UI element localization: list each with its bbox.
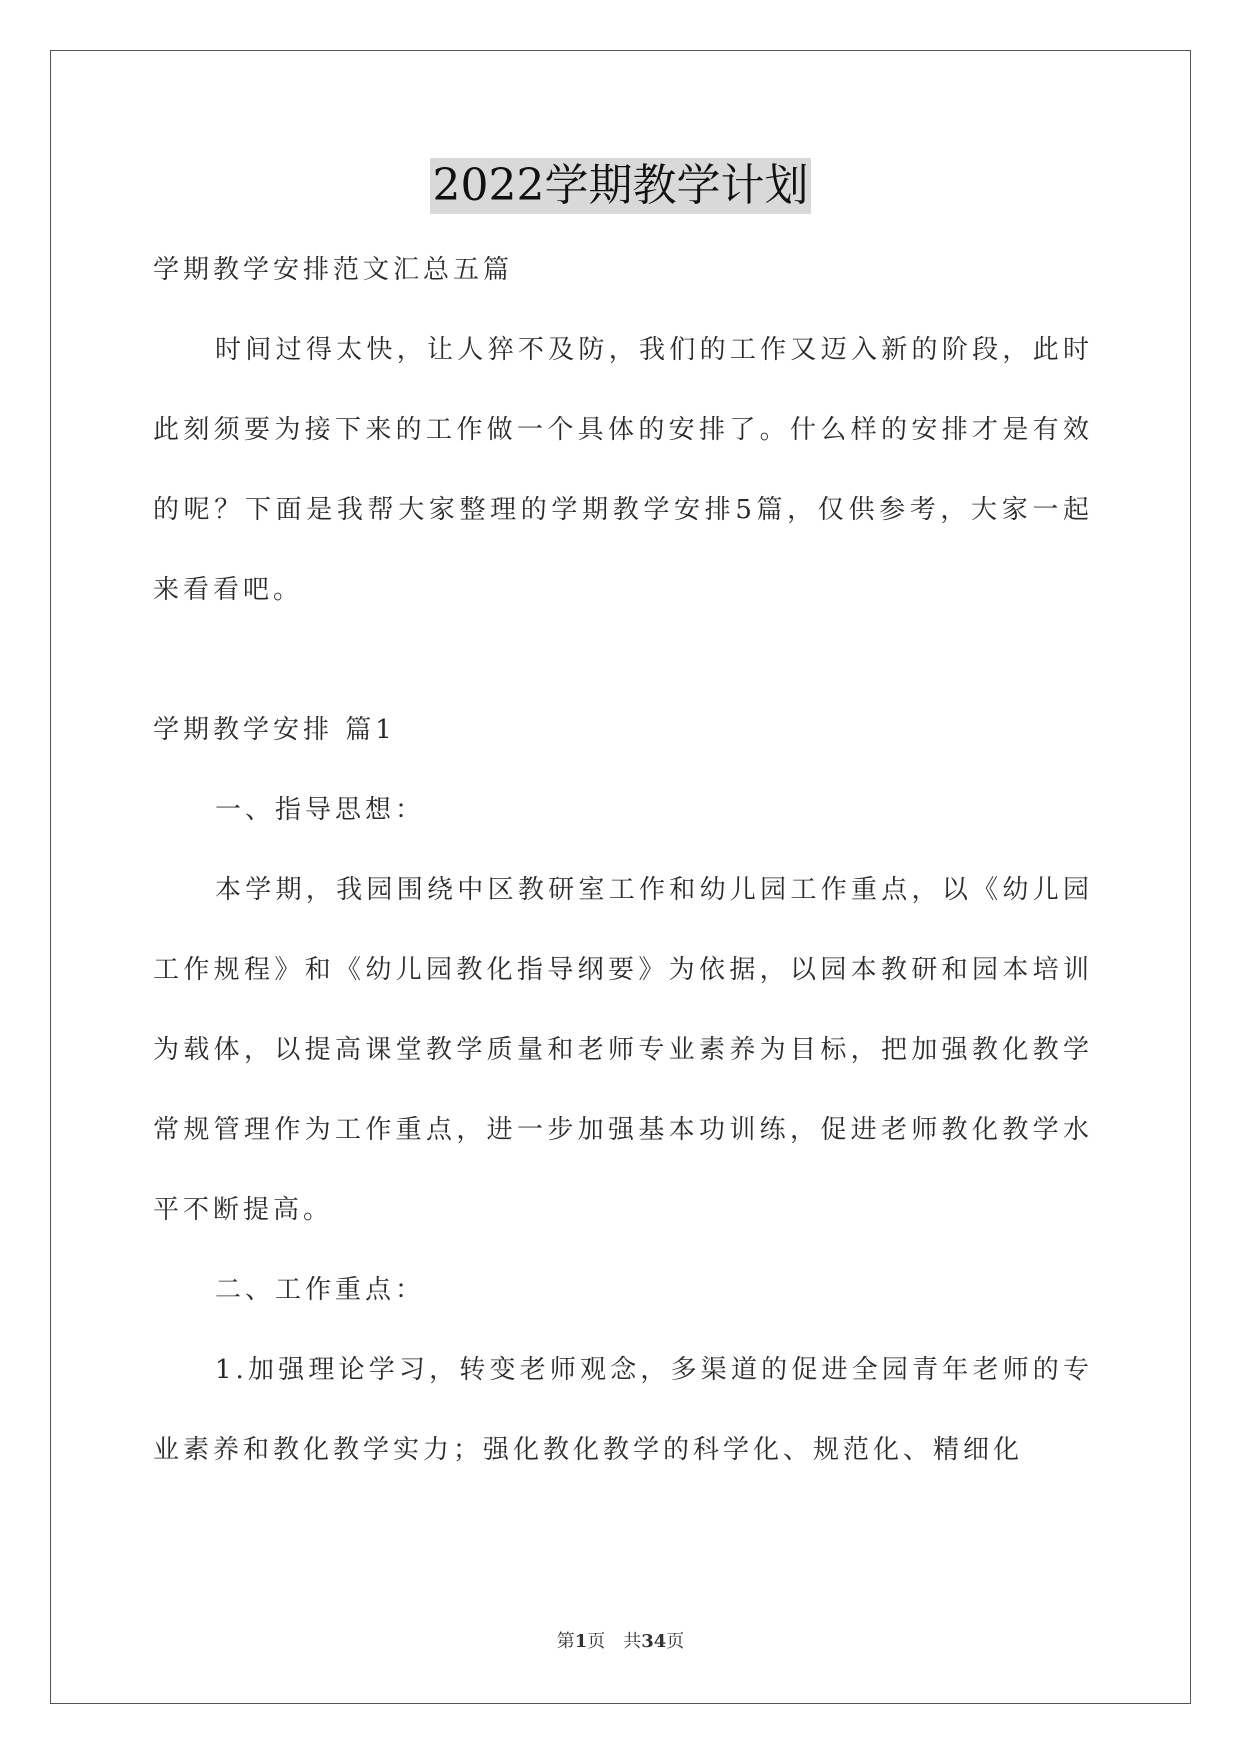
part2-item1-paragraph: 1.加强理论学习，转变老师观念，多渠道的促进全园青年老师的专业素养和教化教学实力；强化教化教学的科学化、规范化、精细化	[153, 1355, 1093, 1465]
title-container	[0, 158, 1241, 214]
part2-heading: 二、工作重点：	[215, 1275, 426, 1305]
section-spacer	[153, 630, 1093, 690]
footer-mid: 页 共	[587, 1631, 642, 1652]
document-body	[153, 230, 1093, 1490]
footer-total-pages: 34	[641, 1631, 667, 1652]
part1-paragraph: 本学期，我园围绕中区教研室工作和幼儿园工作重点，以《幼儿园工作规程》和《幼儿园教化指导纲要》为依据，以园本教研和园本培训为载体，以提高课堂教学质量和老师专业素养为目标，把加强教化教学常规管理作为工作重点，进一步加强基本功训练，促进老师教化教学水平不断提高。	[153, 875, 1093, 1225]
document-title: 2022学期教学计划	[430, 158, 812, 214]
document-subtitle: 学期教学安排范文汇总五篇	[153, 255, 514, 285]
footer-current-page: 1	[574, 1631, 588, 1652]
footer-prefix: 第	[556, 1631, 575, 1652]
intro-paragraph: 时间过得太快，让人猝不及防，我们的工作又迈入新的阶段，此时此刻须要为接下来的工作做一个具体的安排了。什么样的安排才是有效的呢？下面是我帮大家整理的学期教学安排5篇，仅供参考，大家一起来看看吧。	[153, 335, 1093, 605]
footer-suffix: 页	[666, 1631, 685, 1652]
page-footer	[0, 1627, 1241, 1653]
section-heading: 学期教学安排 篇1	[153, 715, 396, 745]
part1-heading: 一、指导思想：	[215, 795, 426, 825]
